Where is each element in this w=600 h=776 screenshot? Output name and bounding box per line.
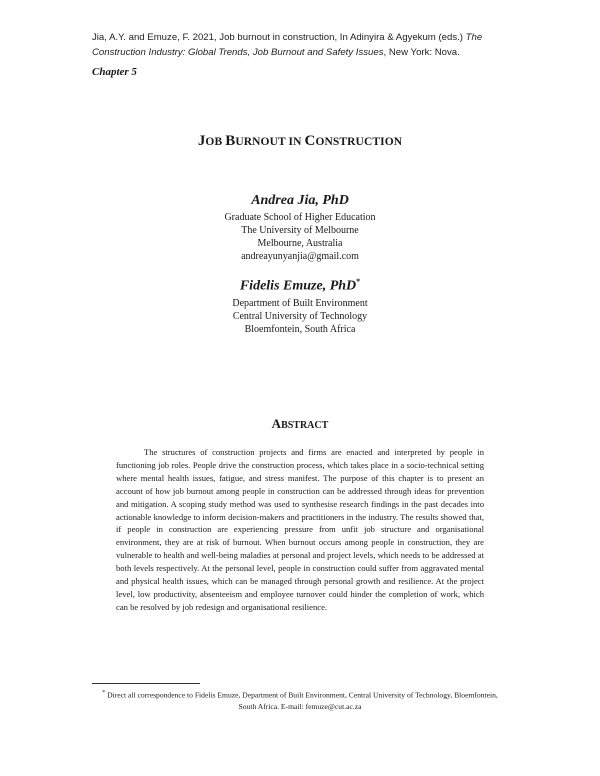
- author-affiliation-line: Department of Built Environment: [232, 297, 368, 309]
- author-affiliation-line: Bloemfontein, South Africa: [244, 323, 356, 335]
- author-affiliation-line: Central University of Technology: [232, 310, 368, 322]
- abstract-heading: ABSTRACT: [271, 416, 329, 431]
- footnote-divider: [92, 683, 200, 684]
- footnote: [100, 688, 500, 712]
- citation-publisher: , New York: Nova.: [383, 47, 460, 58]
- author-affiliation-line: The University of Melbourne: [241, 225, 359, 236]
- author-name: Andrea Jia, PhD: [251, 193, 349, 208]
- citation-header: [92, 30, 512, 60]
- chapter-label: Chapter 5: [92, 66, 137, 78]
- author-email: andreayunyanjia@gmail.com: [241, 251, 359, 262]
- citation-text: Jia, A.Y. and Emuze, F. 2021, Job burnout in construction, In Adinyira & Agyekum (eds.): [92, 32, 466, 43]
- footnote-marker: *: [102, 690, 106, 696]
- abstract-body: The structures of construction projects and firms are enacted and interpreted by people in functioning job roles. People drive the construction process, which takes place in a socio-technical setting where mental health issues, fatigue, and stress manifest. The purpose of this chapter is to present an account of how job burnout among people in construction can be addressed through ideas for prevention and mitigation. A scoping study method was used to synthesise research findings in the past decades into actionable knowledge to inform decision-makers and practitioners in the industry. The results showed that, if people in construction are experiencing pressure from unfit job structure and organisational environment, they are at risk of burnout. When burnout occurs among people in construction, they are vulnerable to health and well-being maladies at personal and project levels, which needs to be addressed at both levels respectively. At the personal level, people in construction could suffer from aggravated mental and physical health issues, which can be managed through personal growth and resilience. At the project level, low productivity, absenteeism and employee turnover could hinder the completion of work, which can be resolved by job redesign and organisational resilience.: [116, 447, 484, 612]
- author-affiliation-line: Graduate School of Higher Education: [224, 212, 376, 223]
- author-name: Fidelis Emuze, PhD*: [239, 277, 361, 294]
- author-affiliation-line: Melbourne, Australia: [257, 238, 343, 249]
- footnote-text: Direct all correspondence to Fidelis Emuze, Department of Built Environment, Central University of Technology, Bloemfontein, South Africa. E-mail: femuze@cut.ac.za: [105, 690, 498, 711]
- author-block-1: [0, 192, 600, 263]
- chapter-title: JOB BURNOUT IN CONSTRUCTION: [197, 133, 403, 149]
- citation-book-title: The Construction Industry: Global Trends, Job Burnout and Safety Issues: [92, 32, 483, 58]
- author-block-2: [0, 273, 600, 336]
- footnote-marker: *: [356, 277, 361, 286]
